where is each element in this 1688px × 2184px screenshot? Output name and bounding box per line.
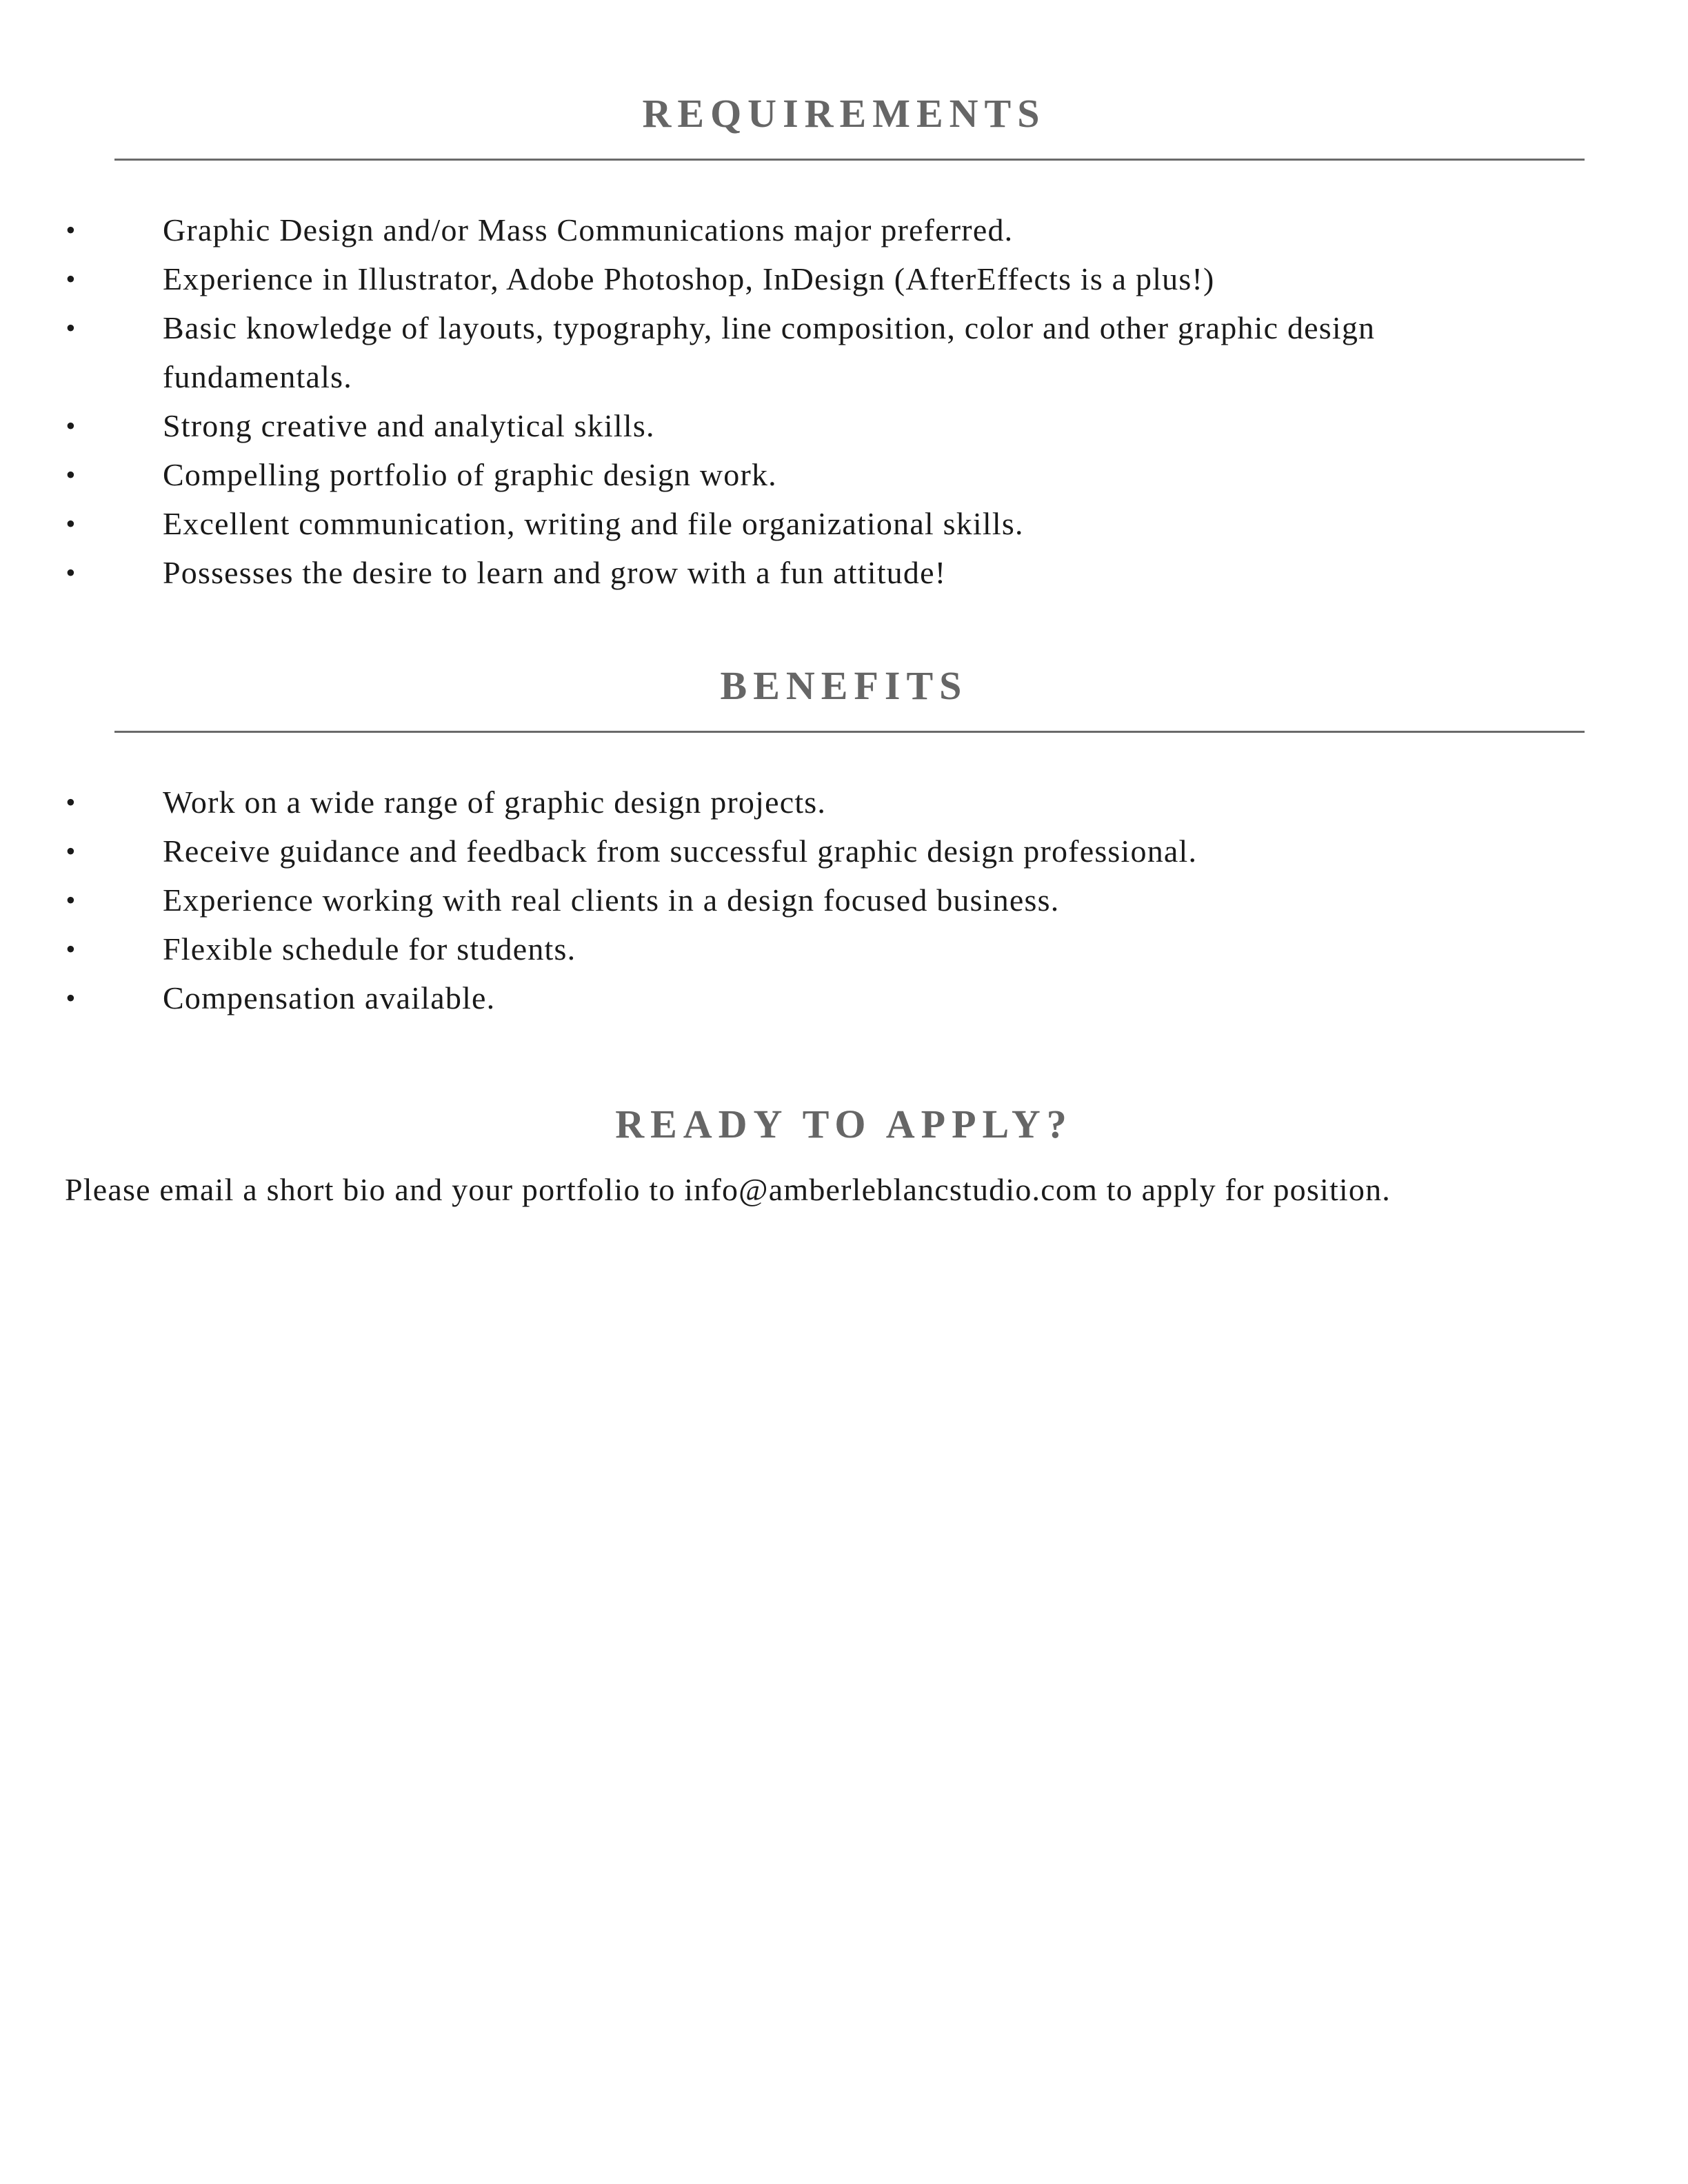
list-item-text: Experience in Illustrator, Adobe Photoshop, InDesign (AfterEffects is a plus!) <box>163 261 1215 296</box>
list-item-text: Flexible schedule for students. <box>163 931 576 967</box>
list-item <box>0 450 1688 499</box>
bullet: • <box>66 459 77 490</box>
list-item-text: Possesses the desire to learn and grow with a fun attitude! <box>163 555 947 590</box>
bullet: • <box>66 787 77 818</box>
list-item-text: Work on a wide range of graphic design projects. <box>163 785 827 820</box>
bullet: • <box>66 410 77 441</box>
benefits-list <box>0 778 1688 1022</box>
list-item <box>0 973 1688 1022</box>
requirements-divider <box>114 159 1585 161</box>
bullet: • <box>66 884 77 916</box>
apply-heading: READY TO APPLY? <box>615 1102 1073 1146</box>
bullet: • <box>66 933 77 964</box>
list-item <box>0 499 1688 548</box>
list-item-text: Compensation available. <box>163 980 496 1015</box>
bullet: • <box>66 836 77 867</box>
requirements-list <box>0 205 1688 597</box>
bullet: • <box>66 312 77 343</box>
list-item <box>0 254 1688 303</box>
requirements-heading: REQUIREMENTS <box>642 91 1046 136</box>
list-item-text: Compelling portfolio of graphic design work. <box>163 457 777 492</box>
list-item <box>0 548 1688 597</box>
bullet: • <box>66 557 77 588</box>
list-item-text: Excellent communication, writing and file organizational skills. <box>163 506 1024 541</box>
bullet: • <box>66 214 77 245</box>
list-item <box>0 303 1688 401</box>
list-item <box>0 876 1688 924</box>
list-item-text: Basic knowledge of layouts, typography, line composition, color and other graphic design fundamentals. <box>163 310 1376 394</box>
list-item <box>0 401 1688 450</box>
list-item <box>0 827 1688 876</box>
list-item-text: Experience working with real clients in a design focused business. <box>163 882 1060 918</box>
benefits-divider <box>114 731 1585 733</box>
bullet: • <box>66 263 77 294</box>
list-item-text: Graphic Design and/or Mass Communications major preferred. <box>163 212 1014 247</box>
list-item <box>0 205 1688 254</box>
benefits-heading: BENEFITS <box>720 663 968 708</box>
list-item-text: Strong creative and analytical skills. <box>163 408 655 443</box>
list-item <box>0 778 1688 827</box>
bullet: • <box>66 982 77 1013</box>
bullet: • <box>66 508 77 539</box>
list-item-text: Receive guidance and feedback from successful graphic design professional. <box>163 833 1198 869</box>
apply-instructions: Please email a short bio and your portfolio to info@amberleblancstudio.com to apply for position. <box>65 1172 1391 1207</box>
list-item <box>0 924 1688 973</box>
